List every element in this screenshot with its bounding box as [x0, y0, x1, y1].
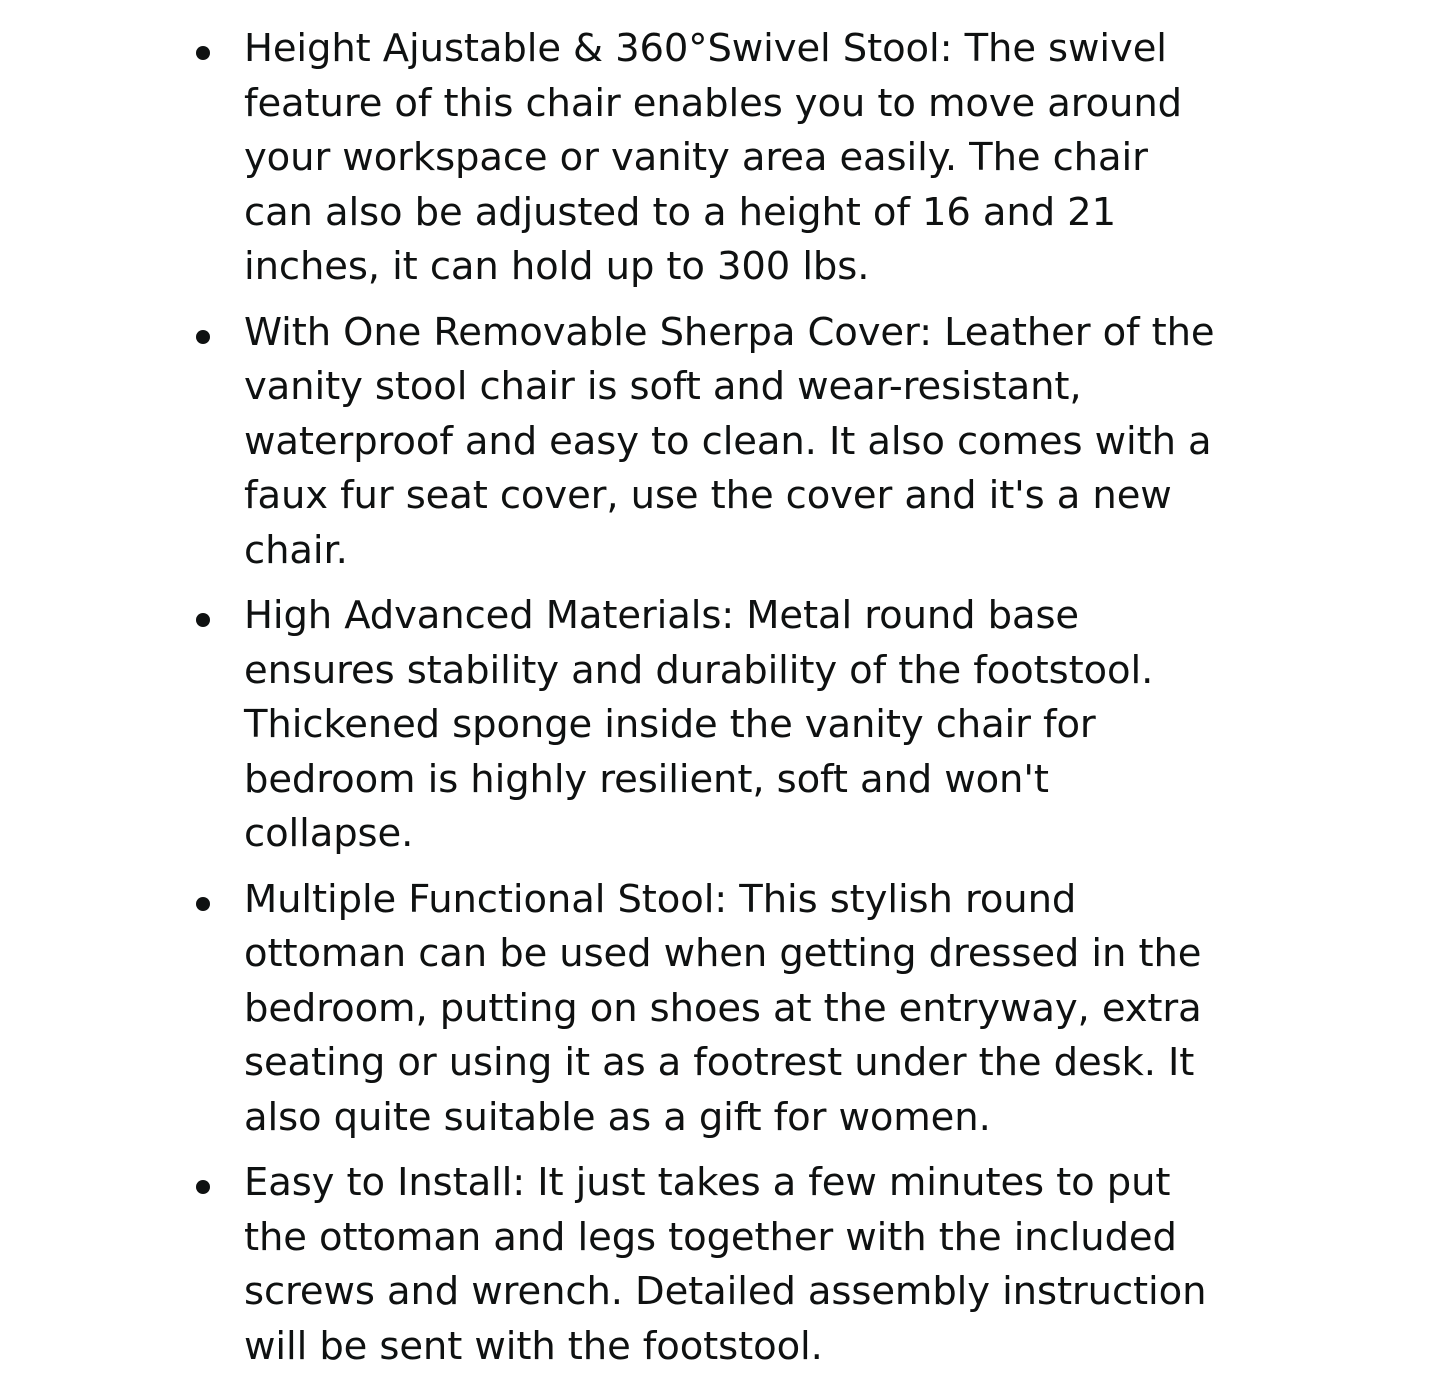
list-item [0, 873, 1216, 1146]
bullet-icon [196, 1180, 210, 1194]
bullet-text: Multiple Functional Stool: This stylish round ottoman can be used when getting dressed in the bedroom, putting on shoes at the entryway, extra seating or using it as a footrest under the desk. It also quite suitable as a gift for women. [244, 876, 1202, 1140]
bullet-icon [196, 46, 210, 60]
bullet-text: Height Ajustable & 360°Swivel Stool: The swivel feature of this chair enables you to move around your workspace or vanity area easily. The chair can also be adjusted to a height of 16 and 21 inches, it can hold up to 300 lbs. [244, 26, 1182, 289]
bullet-icon [196, 613, 210, 627]
list-item [0, 1156, 1216, 1374]
bullet-icon [196, 330, 210, 344]
bullet-text: With One Removable Sherpa Cover: Leather of the vanity stool chair is soft and wear-resistant, waterproof and easy to clean. It also comes with a faux fur seat cover, use the cover and it's a new chair. [244, 309, 1215, 573]
list-item [0, 22, 1216, 295]
bullet-text: High Advanced Materials: Metal round base ensures stability and durability of the footstool. Thickened sponge inside the vanity chair for bedroom is highly resilient, soft and won't collapse. [244, 593, 1154, 856]
bullet-icon [196, 897, 210, 911]
list-item [0, 306, 1216, 579]
list-item [0, 589, 1216, 862]
feature-bullet-list [0, 22, 1440, 1385]
bullet-text: Easy to Install: It just takes a few minutes to put the ottoman and legs together with the included screws and wrench. Detailed assembly instruction will be sent with the footstool. [244, 1160, 1207, 1369]
